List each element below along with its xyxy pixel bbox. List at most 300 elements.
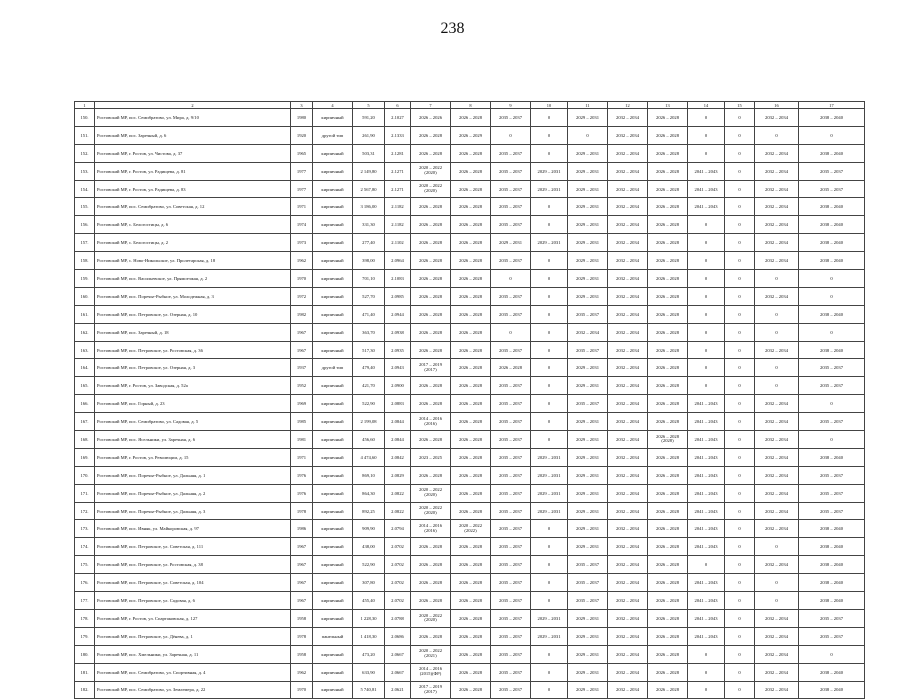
wall-material-cell: кирпичный	[313, 502, 353, 520]
period-cell: 0	[725, 574, 755, 592]
row-number: 169.	[75, 448, 95, 466]
period-cell: 0	[725, 305, 755, 323]
period-cell: 2032 – 2034	[608, 305, 648, 323]
period-cell: 0	[725, 627, 755, 645]
wall-material-cell: кирпичный	[313, 287, 353, 305]
period-cell: 0	[725, 109, 755, 127]
period-cell: 0	[799, 270, 865, 288]
period-cell: 2032 – 2034	[755, 413, 799, 431]
period-cell: 0	[531, 144, 568, 162]
period-cell: 2032 – 2034	[608, 287, 648, 305]
period-cell: 2026 – 2028	[411, 287, 451, 305]
period-cell: 2029 – 2031	[531, 180, 568, 198]
table-row	[75, 395, 865, 413]
year-cell: 1976	[291, 484, 313, 502]
area-cell: 479,40	[353, 359, 385, 377]
area-cell: 864,30	[353, 484, 385, 502]
period-cell: 0	[531, 413, 568, 431]
period-cell: 2029 – 2031	[568, 609, 608, 627]
period-cell: 2026 – 2028	[648, 663, 688, 681]
period-cell: 2026 – 2028	[451, 395, 491, 413]
address-cell: Ростовский МР, пос. Семибратово, ул. Спортивная, д. 4	[95, 663, 291, 681]
address-cell: Ростовский МР, г. Ростов, ул. Радищева, д. 83	[95, 180, 291, 198]
row-number: 155.	[75, 198, 95, 216]
row-number: 158.	[75, 252, 95, 270]
score-cell: 2.0702	[385, 592, 411, 610]
period-cell: 2026 – 2028	[648, 109, 688, 127]
row-number: 177.	[75, 592, 95, 610]
period-cell: 2026 – 2028	[648, 592, 688, 610]
period-cell: 2026 – 2028	[648, 413, 688, 431]
wall-material-cell: кирпичный	[313, 144, 353, 162]
period-cell: 2035 – 2037	[491, 592, 531, 610]
period-cell: 2017 – 2019 (2017)	[411, 681, 451, 699]
period-cell: 2035 – 2037	[491, 538, 531, 556]
year-cell: 1969	[291, 395, 313, 413]
table-row	[75, 377, 865, 395]
area-cell: 5 740,81	[353, 681, 385, 699]
period-cell: 2035 – 2037	[491, 431, 531, 449]
period-cell: 0	[725, 216, 755, 234]
row-number: 151.	[75, 126, 95, 144]
period-cell: 2020 – 2022 (2022)	[451, 520, 491, 538]
period-cell: 2035 – 2037	[491, 180, 531, 198]
period-cell: 2032 – 2034	[608, 270, 648, 288]
address-cell: Ростовский МР, пос. Петровское, ул. Советская, д. 104	[95, 574, 291, 592]
score-cell: 2.0844	[385, 413, 411, 431]
row-number: 165.	[75, 377, 95, 395]
address-cell: Ростовский МР, с. Белогостицы, д. 2	[95, 234, 291, 252]
period-cell: 2035 – 2037	[799, 413, 865, 431]
period-cell: 0	[799, 645, 865, 663]
area-cell: 398,00	[353, 252, 385, 270]
period-cell: 2035 – 2037	[568, 305, 608, 323]
area-cell: 909,90	[353, 520, 385, 538]
row-number: 171.	[75, 484, 95, 502]
period-cell: 2026 – 2028	[451, 180, 491, 198]
period-cell: 2029 – 2031	[568, 431, 608, 449]
period-cell: 2032 – 2034	[608, 681, 648, 699]
period-cell: 2029 – 2031	[568, 681, 608, 699]
score-cell: 2.0822	[385, 502, 411, 520]
period-cell: 2032 – 2034	[608, 663, 648, 681]
wall-material-cell: кирпичный	[313, 270, 353, 288]
period-cell: 2026 – 2028	[648, 323, 688, 341]
period-cell: 0	[531, 395, 568, 413]
table-row	[75, 216, 865, 234]
period-cell: 2026 – 2028	[451, 574, 491, 592]
period-cell: 2038 – 2040	[799, 252, 865, 270]
table-row	[75, 574, 865, 592]
period-cell: 0	[568, 126, 608, 144]
table-row	[75, 144, 865, 162]
period-cell: 2026 – 2028	[411, 234, 451, 252]
year-cell: 1976	[291, 466, 313, 484]
period-cell: 0	[688, 359, 725, 377]
score-cell: 2.1027	[385, 109, 411, 127]
period-cell: 2026 – 2028	[648, 359, 688, 377]
year-cell: 1973	[291, 234, 313, 252]
table-row	[75, 305, 865, 323]
period-cell: 2035 – 2037	[568, 574, 608, 592]
period-cell: 0	[725, 287, 755, 305]
score-cell: 2.1182	[385, 216, 411, 234]
period-cell: 2032 – 2034	[755, 448, 799, 466]
period-cell: 2029 – 2031	[568, 234, 608, 252]
period-cell: 0	[531, 126, 568, 144]
period-cell: 2035 – 2037	[799, 502, 865, 520]
period-cell: 2026 – 2028	[411, 216, 451, 234]
area-cell: 2 149,80	[353, 162, 385, 180]
area-cell: 503,31	[353, 144, 385, 162]
address-cell: Ростовский МР, пос. Заречный, д. 6	[95, 126, 291, 144]
address-cell: Ростовский МР, пос. Семибратово, ул. Садовая, д. 5	[95, 413, 291, 431]
period-cell: 0	[725, 431, 755, 449]
period-cell: 2038 – 2040	[799, 448, 865, 466]
table-row	[75, 645, 865, 663]
period-cell: 0	[531, 270, 568, 288]
area-cell: 2 199,08	[353, 413, 385, 431]
period-cell: 2032 – 2034	[608, 431, 648, 449]
period-cell: 2038 – 2040	[799, 574, 865, 592]
period-cell: 2032 – 2034	[608, 198, 648, 216]
period-cell: 2026 – 2028	[648, 287, 688, 305]
period-cell: 2029 – 2031	[568, 663, 608, 681]
year-cell: 1967	[291, 592, 313, 610]
period-cell: 0	[688, 126, 725, 144]
row-number: 162.	[75, 323, 95, 341]
period-cell: 2035 – 2037	[491, 144, 531, 162]
year-cell: 1972	[291, 287, 313, 305]
period-cell: 2026 – 2029	[451, 126, 491, 144]
period-cell: 2029 – 2031	[568, 627, 608, 645]
period-cell: 0	[725, 645, 755, 663]
period-cell: 2026 – 2028	[648, 270, 688, 288]
period-cell: 2026 – 2028	[451, 609, 491, 627]
wall-material-cell: кирпичный	[313, 216, 353, 234]
period-cell: 2032 – 2034	[608, 627, 648, 645]
period-cell: 2032 – 2034	[608, 109, 648, 127]
period-cell: 0	[531, 323, 568, 341]
period-cell: 0	[725, 395, 755, 413]
row-number: 154.	[75, 180, 95, 198]
period-cell: 2029 – 2031	[568, 502, 608, 520]
period-cell: 2029 – 2031	[568, 377, 608, 395]
period-cell: 2026 – 2028	[451, 592, 491, 610]
period-cell: 2026 – 2028	[451, 287, 491, 305]
row-number: 160.	[75, 287, 95, 305]
address-cell: Ростовский МР, пос. Петровское, ул. Дёнева, д. 1	[95, 627, 291, 645]
year-cell: 1974	[291, 216, 313, 234]
period-cell: 2026 – 2028	[451, 144, 491, 162]
column-number-header: 12	[608, 102, 648, 109]
period-cell: 2026 – 2028	[648, 377, 688, 395]
column-number-header: 3	[291, 102, 313, 109]
period-cell: 2026 – 2028	[648, 502, 688, 520]
period-cell: 2026 – 2028	[648, 448, 688, 466]
period-cell: 2038 – 2040	[799, 520, 865, 538]
period-cell: 2032 – 2034	[755, 609, 799, 627]
period-cell: 0	[725, 377, 755, 395]
area-cell: 3 186,00	[353, 198, 385, 216]
period-cell: 2035 – 2037	[491, 377, 531, 395]
period-cell: 2032 – 2034	[755, 180, 799, 198]
period-cell: 2041 – 2043	[688, 609, 725, 627]
period-cell: 2041 – 2043	[688, 502, 725, 520]
period-cell: 2020 – 2022 (2021)	[411, 645, 451, 663]
period-cell: 0	[799, 126, 865, 144]
period-cell: 0	[725, 144, 755, 162]
table-row	[75, 180, 865, 198]
period-cell: 0	[799, 323, 865, 341]
period-cell: 0	[531, 198, 568, 216]
period-cell: 2026 – 2028	[451, 466, 491, 484]
period-cell: 0	[725, 234, 755, 252]
period-cell: 2020 – 2022 (2020)	[411, 180, 451, 198]
address-cell: Ростовский МР, пос. Васильевское, ул. Прямоезжая, д. 2	[95, 270, 291, 288]
period-cell: 2041 – 2043	[688, 431, 725, 449]
period-cell: 2038 – 2040	[799, 198, 865, 216]
period-cell: 2020 – 2022 (2020)	[411, 484, 451, 502]
area-cell: 527,70	[353, 287, 385, 305]
year-cell: 1967	[291, 538, 313, 556]
score-cell: 2.0702	[385, 538, 411, 556]
period-cell: 2032 – 2034	[608, 180, 648, 198]
row-number: 178.	[75, 609, 95, 627]
period-cell: 2032 – 2034	[608, 216, 648, 234]
period-cell: 2029 – 2031	[568, 162, 608, 180]
period-cell: 2029 – 2031	[531, 502, 568, 520]
area-cell: 307,80	[353, 574, 385, 592]
period-cell: 0	[531, 305, 568, 323]
period-cell: 2026 – 2028	[451, 484, 491, 502]
period-cell: 2017 – 2019 (2017)	[411, 359, 451, 377]
table-row	[75, 252, 865, 270]
period-cell: 2038 – 2040	[799, 681, 865, 699]
period-cell: 2041 – 2043	[688, 198, 725, 216]
period-cell: 0	[688, 270, 725, 288]
row-number: 180.	[75, 645, 95, 663]
period-cell: 0	[725, 448, 755, 466]
wall-material-cell: другой тип	[313, 126, 353, 144]
wall-material-cell: кирпичный	[313, 377, 353, 395]
period-cell: 2032 – 2034	[608, 574, 648, 592]
period-cell: 0	[755, 574, 799, 592]
address-cell: Ростовский МР, пос. Заречный, д. 18	[95, 323, 291, 341]
period-cell: 2026 – 2026	[411, 109, 451, 127]
period-cell: 2020 – 2022 (2020)	[411, 502, 451, 520]
period-cell: 0	[688, 663, 725, 681]
column-number-header: 14	[688, 102, 725, 109]
period-cell: 0	[725, 126, 755, 144]
period-cell: 2026 – 2028	[411, 270, 451, 288]
year-cell: 1962	[291, 663, 313, 681]
period-cell: 2035 – 2037	[491, 520, 531, 538]
period-cell: 2014 – 2016 (2016)	[411, 520, 451, 538]
period-cell: 2026 – 2028	[451, 234, 491, 252]
period-cell: 2041 – 2043	[688, 448, 725, 466]
period-cell: 2029 – 2031	[531, 448, 568, 466]
area-cell: 473,20	[353, 645, 385, 663]
period-cell: 2032 – 2034	[608, 592, 648, 610]
period-cell: 2026 – 2028	[648, 520, 688, 538]
wall-material-cell: кирпичный	[313, 609, 353, 627]
year-cell: 1970	[291, 681, 313, 699]
score-cell: 2.0844	[385, 431, 411, 449]
table-row	[75, 520, 865, 538]
period-cell: 2032 – 2034	[755, 431, 799, 449]
area-cell: 331,30	[353, 216, 385, 234]
period-cell: 2032 – 2034	[608, 448, 648, 466]
wall-material-cell: кирпичный	[313, 466, 353, 484]
area-cell: 421,70	[353, 377, 385, 395]
column-number-header: 8	[451, 102, 491, 109]
period-cell: 2035 – 2037	[491, 287, 531, 305]
period-cell: 2035 – 2037	[491, 663, 531, 681]
period-cell: 2038 – 2040	[799, 109, 865, 127]
period-cell: 2032 – 2034	[755, 484, 799, 502]
period-cell: 2026 – 2028	[411, 341, 451, 359]
wall-material-cell: кирпичный	[313, 109, 353, 127]
score-cell: 2.0935	[385, 341, 411, 359]
period-cell: 2032 – 2034	[755, 645, 799, 663]
row-number: 182.	[75, 681, 95, 699]
period-cell: 0	[725, 681, 755, 699]
period-cell: 2035 – 2037	[491, 216, 531, 234]
table-row	[75, 234, 865, 252]
address-cell: Ростовский МР, пос. Поречье-Рыбное, ул. Молодежная, д. 3	[95, 287, 291, 305]
table-row	[75, 681, 865, 699]
period-cell: 2026 – 2028	[451, 377, 491, 395]
period-cell: 2035 – 2037	[799, 627, 865, 645]
row-number: 170.	[75, 466, 95, 484]
period-cell: 2032 – 2034	[755, 663, 799, 681]
year-cell: 1962	[291, 252, 313, 270]
period-cell: 2029 – 2031	[531, 627, 568, 645]
year-cell: 1971	[291, 448, 313, 466]
table-row	[75, 126, 865, 144]
score-cell: 2.1182	[385, 198, 411, 216]
capital-repair-schedule-table	[74, 101, 865, 699]
row-number: 153.	[75, 162, 95, 180]
period-cell: 2026 – 2028	[451, 270, 491, 288]
period-cell: 0	[688, 645, 725, 663]
period-cell: 0	[725, 180, 755, 198]
period-cell: 2026 – 2028	[451, 323, 491, 341]
period-cell: 2032 – 2034	[755, 287, 799, 305]
period-cell: 2035 – 2037	[491, 198, 531, 216]
period-cell: 0	[531, 538, 568, 556]
period-cell: 2041 – 2043	[688, 520, 725, 538]
period-cell: 2032 – 2034	[608, 252, 648, 270]
year-cell: 1967	[291, 574, 313, 592]
year-cell: 1952	[291, 377, 313, 395]
row-number: 174.	[75, 538, 95, 556]
address-cell: Ростовский МР, с. Белогостицы, д. 6	[95, 216, 291, 234]
period-cell: 2032 – 2034	[755, 395, 799, 413]
wall-material-cell: кирпичный	[313, 198, 353, 216]
row-number: 163.	[75, 341, 95, 359]
period-cell: 0	[688, 144, 725, 162]
period-cell: 2026 – 2028	[451, 162, 491, 180]
period-cell: 2041 – 2043	[688, 574, 725, 592]
period-cell: 2032 – 2034	[608, 162, 648, 180]
period-cell: 2020 – 2022 (2020)	[411, 162, 451, 180]
period-cell: 2023 – 2025	[411, 448, 451, 466]
period-cell: 2029 – 2031	[568, 520, 608, 538]
period-cell: 0	[725, 502, 755, 520]
period-cell: 0	[531, 341, 568, 359]
table-row	[75, 592, 865, 610]
period-cell: 0	[491, 270, 531, 288]
year-cell: 1986	[291, 520, 313, 538]
area-cell: 869,10	[353, 466, 385, 484]
table-row	[75, 413, 865, 431]
period-cell: 0	[725, 538, 755, 556]
row-number: 176.	[75, 574, 95, 592]
row-number: 179.	[75, 627, 95, 645]
wall-material-cell: кирпичный	[313, 431, 353, 449]
address-cell: Ростовский МР, пос. Петровское, ул. Озерная, д. 10	[95, 305, 291, 323]
address-cell: Ростовский МР, пос. Петровское, ул. Советская, д. 111	[95, 538, 291, 556]
period-cell: 0	[531, 645, 568, 663]
score-cell: 2.0702	[385, 574, 411, 592]
wall-material-cell: кирпичный	[313, 574, 353, 592]
column-number-header: 11	[568, 102, 608, 109]
score-cell: 2.1333	[385, 126, 411, 144]
address-cell: Ростовский МР, пос. Горный, д. 23	[95, 395, 291, 413]
period-cell: 2041 – 2043	[688, 627, 725, 645]
row-number: 181.	[75, 663, 95, 681]
period-cell: 2032 – 2034	[755, 252, 799, 270]
wall-material-cell: кирпичный	[313, 484, 353, 502]
period-cell: 2041 – 2043	[688, 395, 725, 413]
period-cell: 2026 – 2028	[648, 234, 688, 252]
period-cell: 0	[531, 520, 568, 538]
column-number-row	[75, 102, 865, 109]
period-cell: 2026 – 2028	[411, 323, 451, 341]
score-cell: 2.1281	[385, 144, 411, 162]
period-cell: 2032 – 2034	[568, 323, 608, 341]
year-cell: 1958	[291, 645, 313, 663]
period-cell: 2026 – 2028	[411, 144, 451, 162]
period-cell: 2026 – 2028	[451, 627, 491, 645]
period-cell: 2029 – 2031	[568, 287, 608, 305]
period-cell: 2035 – 2037	[568, 556, 608, 574]
period-cell: 2026 – 2028	[451, 305, 491, 323]
period-cell: 0	[725, 413, 755, 431]
period-cell: 0	[531, 252, 568, 270]
period-cell: 2026 – 2028	[648, 144, 688, 162]
score-cell: 2.0944	[385, 305, 411, 323]
score-cell: 2.0667	[385, 645, 411, 663]
address-cell: Ростовский МР, пос. Ивняк, ул. Майкоровская, д. 97	[95, 520, 291, 538]
period-cell: 2026 – 2028	[648, 252, 688, 270]
score-cell: 2.0985	[385, 287, 411, 305]
period-cell: 2032 – 2034	[755, 502, 799, 520]
period-cell: 0	[799, 287, 865, 305]
table-row	[75, 270, 865, 288]
period-cell: 2026 – 2028	[411, 466, 451, 484]
row-number: 175.	[75, 556, 95, 574]
period-cell: 2026 – 2028	[648, 609, 688, 627]
period-cell: 2026 – 2028	[648, 574, 688, 592]
wall-material-cell: кирпичный	[313, 413, 353, 431]
period-cell: 0	[688, 305, 725, 323]
period-cell: 0	[725, 592, 755, 610]
row-number: 157.	[75, 234, 95, 252]
table-row	[75, 484, 865, 502]
